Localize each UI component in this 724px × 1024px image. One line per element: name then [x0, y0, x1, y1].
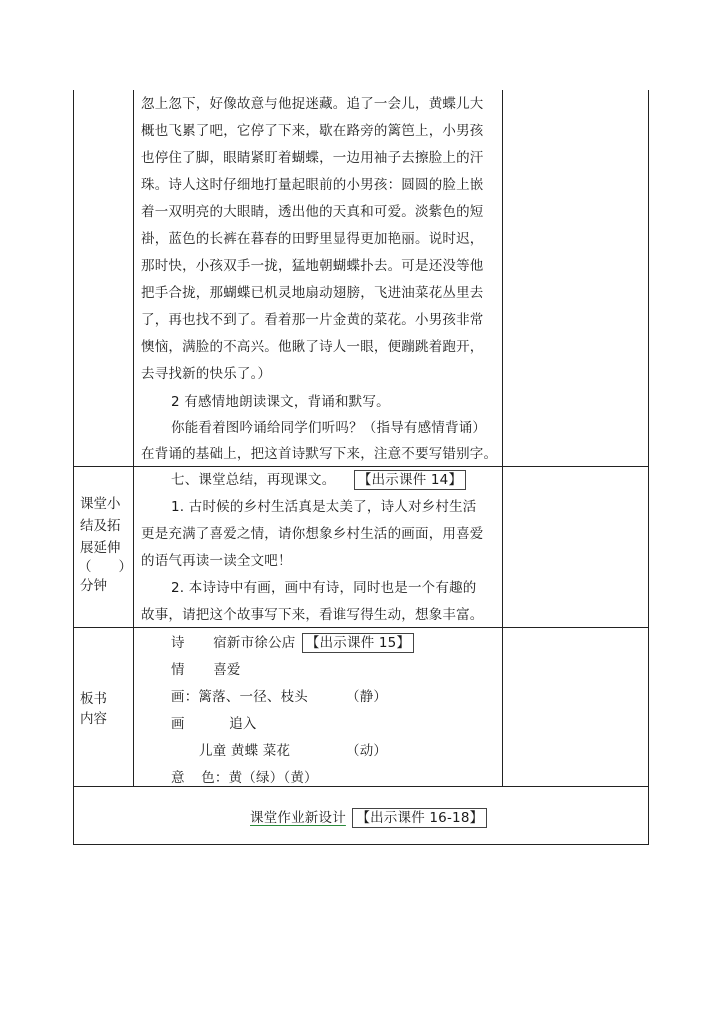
- board-key: 画: [171, 716, 185, 732]
- summary-item-2-line: 2. 本诗诗中有画，画中有诗，同时也是一个有趣的: [171, 580, 477, 596]
- board-value: 色：黄（绿）（黄）: [201, 770, 318, 786]
- paragraph-line: 也停住了脚，眼睛紧盯着蝴蝶，一边用袖子去擦脸上的汗: [141, 150, 484, 166]
- board-value: 追入: [229, 716, 257, 732]
- homework-link[interactable]: 课堂作业新设计: [250, 810, 346, 826]
- courseware-tag-14: 【出示课件 14】: [354, 470, 466, 490]
- col-divider-1: [133, 90, 134, 786]
- courseware-tag-15: 【出示课件 15】: [302, 633, 414, 653]
- board-line-3: [171, 684, 388, 711]
- board-poem-title: 宿新市徐公店: [213, 635, 296, 651]
- task-2-question: 你能看着图吟诵给同学们听吗？（指导有感情背诵）: [171, 420, 487, 436]
- paragraph-line: 着一双明亮的大眼睛，透出他的天真和可爱。淡紫色的短: [141, 204, 484, 220]
- col-divider-2: [502, 90, 503, 786]
- board-value: 画：篱落、一径、枝头: [171, 689, 308, 705]
- paragraph-line: 去寻找新的快乐了。）: [141, 366, 272, 382]
- row-label-line: 结及拓: [80, 518, 121, 534]
- task-2-instruction: 在背诵的基础上，把这首诗默写下来，注意不要写错别字。: [141, 446, 498, 462]
- row-label-line: 展延伸: [80, 540, 121, 556]
- summary-title-text: 七、课堂总结，再现课文。: [171, 472, 336, 488]
- board-line-5: [199, 738, 388, 765]
- paragraph-line: 那时快，小孩双手一拢，猛地朝蝴蝶扑去。可是还没等他: [141, 258, 484, 274]
- board-value: 儿童 黄蝶 菜花: [199, 743, 291, 759]
- board-note: （动）: [346, 743, 388, 759]
- paragraph-line: 珠。诗人这时仔细地打量起眼前的小男孩：圆圆的脸上嵌: [141, 177, 484, 193]
- board-line-2: [171, 657, 241, 684]
- row-label-line: 课堂小: [80, 496, 121, 512]
- paragraph-line: 了，再也找不到了。看着那一片金黄的菜花。小男孩非常: [141, 312, 484, 328]
- summary-title: [171, 467, 466, 494]
- row-label-line: 板书: [80, 691, 107, 707]
- paragraph-line: 懊恼，满脸的不高兴。他瞅了诗人一眼，便蹦跳着跑开，: [141, 339, 484, 355]
- table-bottom-border: [73, 844, 649, 845]
- paragraph-line: 概也飞累了吧，它停了下来，歇在路旁的篱笆上，小男孩: [141, 123, 484, 139]
- summary-item-2-line: 故事，请把这个故事写下来，看谁写得生动，想象丰富。: [141, 607, 484, 623]
- board-key: 意: [171, 770, 185, 786]
- row-divider-3: [73, 786, 649, 787]
- paragraph-line: 把手合拢，那蝴蝶已机灵地扇动翅膀，飞进油菜花丛里去: [141, 285, 484, 301]
- row-label-line: 内容: [80, 711, 107, 727]
- table-left-border: [73, 90, 74, 845]
- row-label-line: （ ）: [78, 559, 132, 575]
- board-key: 诗: [171, 635, 185, 651]
- task-2-heading: 2 有感情地朗读课文，背诵和默写。: [171, 394, 390, 410]
- paragraph-line: 褂，蓝色的长裤在暮春的田野里显得更加艳丽。说时迟，: [141, 231, 484, 247]
- board-line-6: [171, 765, 318, 792]
- summary-item-1-line: 的语气再读一读全文吧！: [141, 553, 292, 569]
- board-line-1: [171, 630, 414, 657]
- board-key: 情: [171, 662, 185, 678]
- board-value: 喜爱: [213, 662, 241, 678]
- board-line-4: [171, 711, 257, 738]
- summary-item-1-line: 更是充满了喜爱之情，请你想象乡村生活的画面，用喜爱: [141, 526, 484, 542]
- paragraph-line: 忽上忽下，好像故意与他捉迷藏。追了一会儿，黄蝶儿大: [141, 96, 484, 112]
- homework-row: [250, 805, 487, 832]
- table-right-border: [648, 90, 649, 845]
- board-note: （静）: [346, 689, 388, 705]
- row-label-line: 分钟: [80, 578, 107, 594]
- courseware-tag-16-18: 【出示课件 16-18】: [352, 808, 487, 828]
- summary-item-1-line: 1. 古时候的乡村生活真是太美了，诗人对乡村生活: [171, 499, 477, 515]
